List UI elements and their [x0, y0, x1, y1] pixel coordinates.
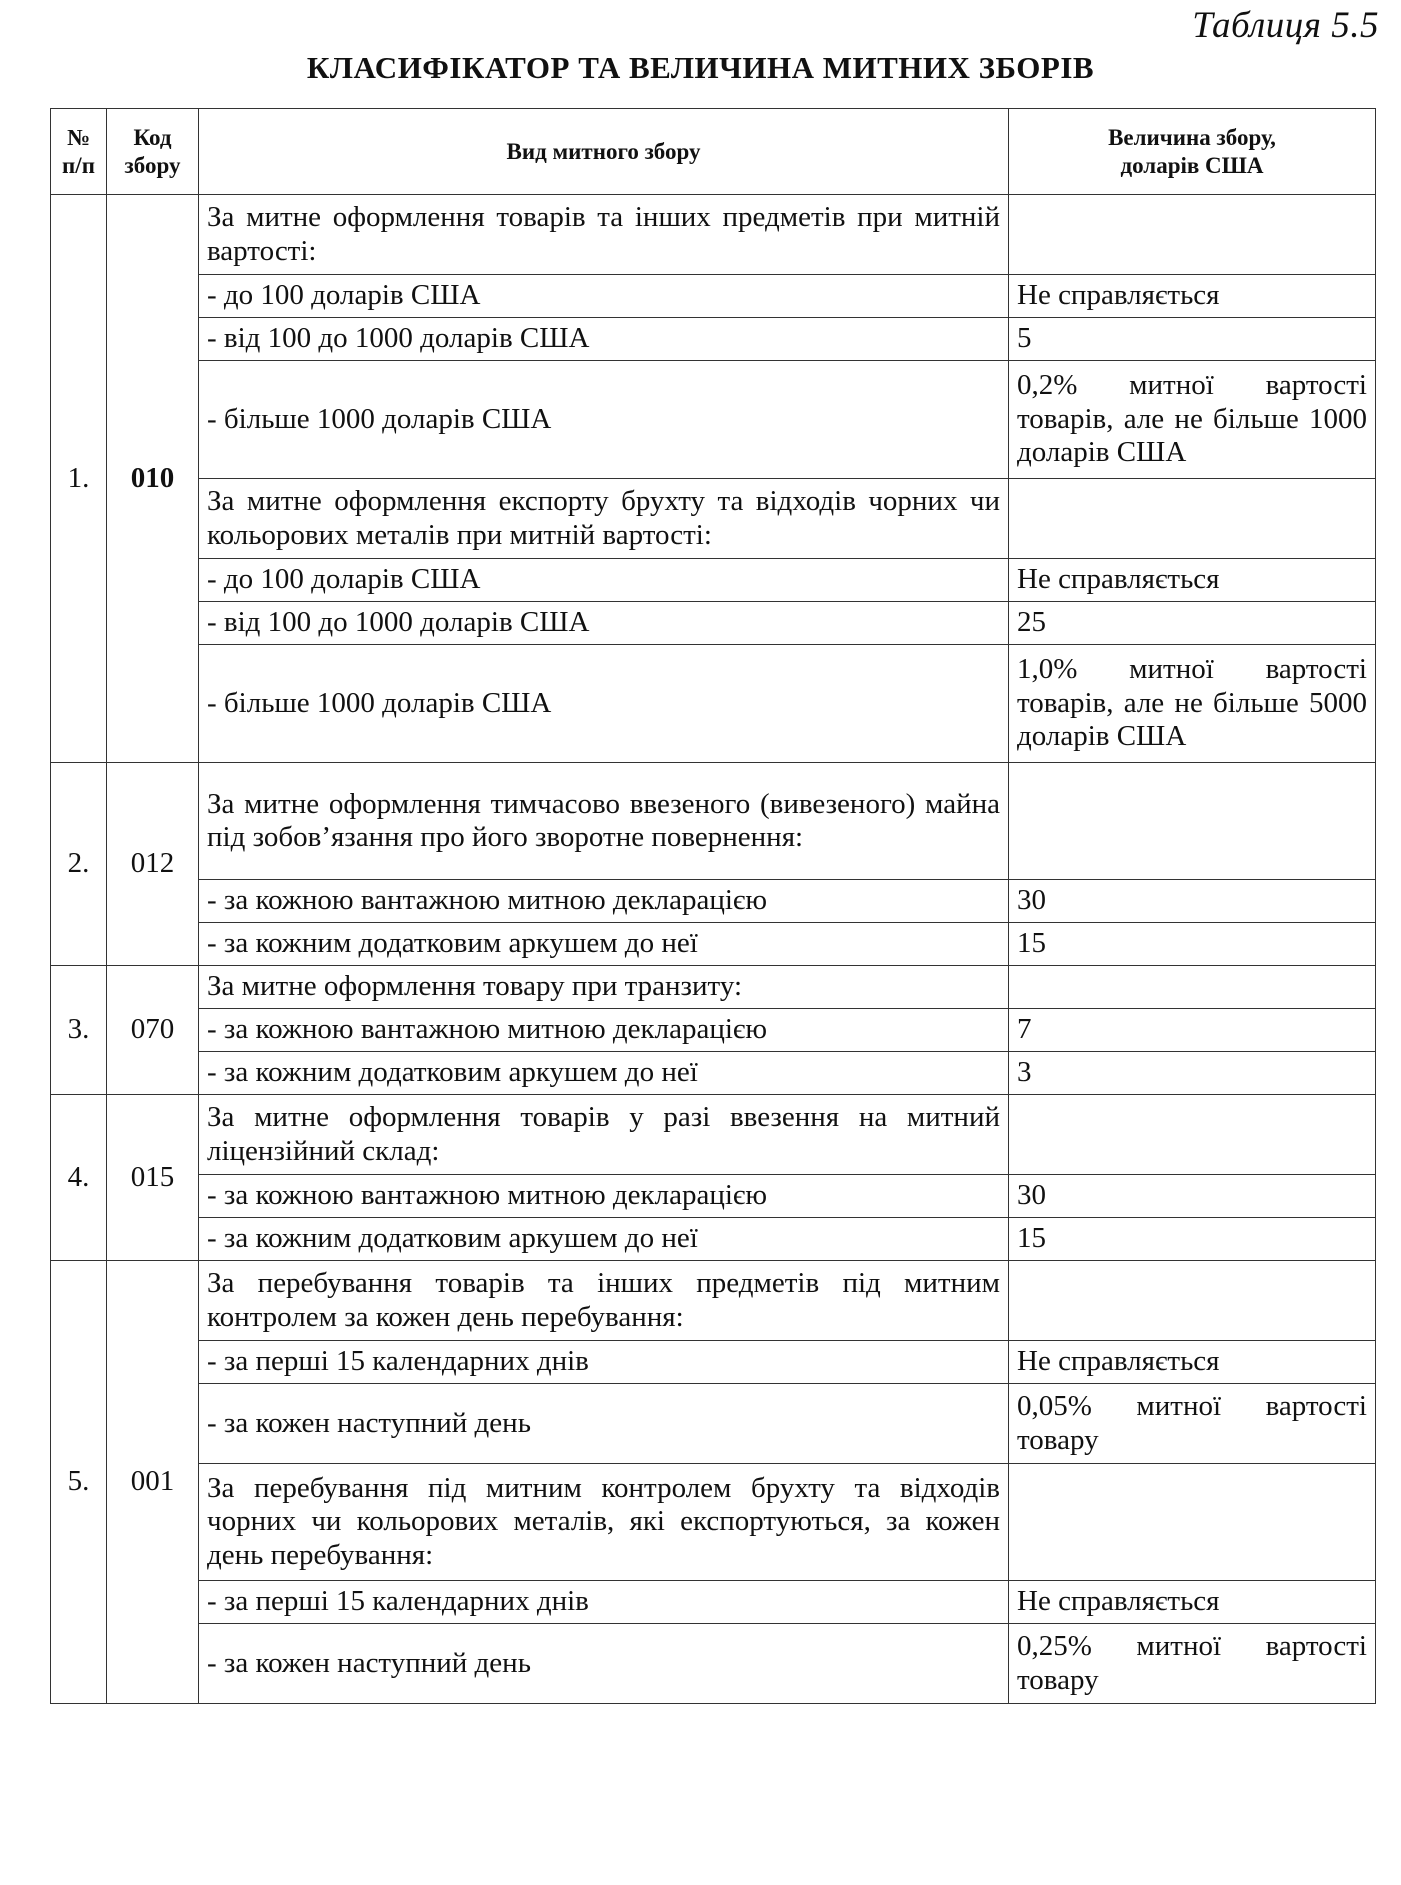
fee-value: 3	[1009, 1052, 1376, 1095]
fee-description: - за перші 15 календарних днів	[199, 1581, 1009, 1624]
fee-description: - за кожним додатковим аркушем до неї	[199, 1218, 1009, 1261]
fee-value	[1009, 966, 1376, 1009]
fee-value: Не справляється	[1009, 1341, 1376, 1384]
fee-code: 001	[107, 1261, 199, 1704]
table-row	[51, 361, 1376, 479]
fee-value	[1009, 1464, 1376, 1581]
fee-description: - більше 1000 доларів США	[199, 361, 1009, 479]
fee-code: 010	[107, 195, 199, 763]
fee-value: 15	[1009, 1218, 1376, 1261]
table-row	[51, 1261, 1376, 1341]
row-number: 1.	[51, 195, 107, 763]
header-code-line2: збору	[124, 152, 181, 178]
table-row	[51, 880, 1376, 923]
fee-value: 5	[1009, 318, 1376, 361]
table-row	[51, 1095, 1376, 1175]
fee-description: За митне оформлення тимчасово ввезеного (вивезеного) майна під зобов’язання про його зворотне повернення:	[199, 763, 1009, 880]
table-row	[51, 1175, 1376, 1218]
fee-description: - за кожен наступний день	[199, 1624, 1009, 1704]
header-value	[1009, 109, 1376, 195]
fee-value: Не справляється	[1009, 1581, 1376, 1624]
fee-description: - від 100 до 1000 доларів США	[199, 602, 1009, 645]
fee-value: 30	[1009, 1175, 1376, 1218]
table-row	[51, 479, 1376, 559]
table-row	[51, 195, 1376, 275]
fee-value: 0,25% митної вартості товару	[1009, 1624, 1376, 1704]
fee-value: 30	[1009, 880, 1376, 923]
fee-value: 15	[1009, 923, 1376, 966]
table-number-label: Таблиця 5.5	[1192, 5, 1379, 46]
table-row	[51, 559, 1376, 602]
fee-description: За митне оформлення товарів та інших предметів при митній вартості:	[199, 195, 1009, 275]
header-code-line1: Код	[133, 124, 172, 150]
table-header-row	[51, 109, 1376, 195]
header-value-line2: доларів США	[1120, 152, 1264, 178]
fee-value	[1009, 1095, 1376, 1175]
table-row	[51, 966, 1376, 1009]
table-row	[51, 1384, 1376, 1464]
fee-value: 0,05% митної вартості товару	[1009, 1384, 1376, 1464]
fee-description: - до 100 доларів США	[199, 275, 1009, 318]
table-row	[51, 1581, 1376, 1624]
fee-description: За митне оформлення товарів у разі ввезення на митний ліцензійний склад:	[199, 1095, 1009, 1175]
table-row	[51, 923, 1376, 966]
fee-description: - від 100 до 1000 доларів США	[199, 318, 1009, 361]
fee-value: Не справляється	[1009, 559, 1376, 602]
fee-value: 25	[1009, 602, 1376, 645]
header-kind: Вид митного збору	[199, 109, 1009, 195]
table-row	[51, 645, 1376, 763]
table-row	[51, 275, 1376, 318]
customs-fees-table	[50, 108, 1376, 1704]
fee-description: За перебування під митним контролем брухту та відходів чорних чи кольорових металів, які експортуються, за кожен день перебування:	[199, 1464, 1009, 1581]
fee-description: - за кожен наступний день	[199, 1384, 1009, 1464]
fee-description: За митне оформлення товару при транзиту:	[199, 966, 1009, 1009]
fee-code: 015	[107, 1095, 199, 1261]
table-row	[51, 763, 1376, 880]
fee-code: 012	[107, 763, 199, 966]
fee-description: За митне оформлення експорту брухту та відходів чорних чи кольорових металів при митній вартості:	[199, 479, 1009, 559]
row-number: 3.	[51, 966, 107, 1095]
fee-description: - за кожною вантажною митною декларацією	[199, 880, 1009, 923]
row-number: 5.	[51, 1261, 107, 1704]
fee-value	[1009, 763, 1376, 880]
fee-description: - за кожним додатковим аркушем до неї	[199, 1052, 1009, 1095]
fee-description: - за перші 15 календарних днів	[199, 1341, 1009, 1384]
row-number: 4.	[51, 1095, 107, 1261]
page-title: КЛАСИФІКАТОР ТА ВЕЛИЧИНА МИТНИХ ЗБОРІВ	[306, 50, 1095, 85]
table-row	[51, 318, 1376, 361]
table-row	[51, 1464, 1376, 1581]
table-row	[51, 1624, 1376, 1704]
header-number-line1: №	[66, 124, 91, 150]
fee-description: За перебування товарів та інших предметів під митним контролем за кожен день перебування:	[199, 1261, 1009, 1341]
table-row	[51, 1052, 1376, 1095]
header-value-line1: Величина збору,	[1108, 124, 1276, 150]
table-row	[51, 1218, 1376, 1261]
fee-value: 0,2% митної вартості товарів, але не більше 1000 доларів США	[1009, 361, 1376, 479]
fee-value: Не справляється	[1009, 275, 1376, 318]
fee-description: - до 100 доларів США	[199, 559, 1009, 602]
fee-value	[1009, 1261, 1376, 1341]
fee-code: 070	[107, 966, 199, 1095]
fee-value	[1009, 479, 1376, 559]
fee-description: - за кожним додатковим аркушем до неї	[199, 923, 1009, 966]
header-code	[107, 109, 199, 195]
header-number-line2: п/п	[62, 152, 95, 178]
fee-value	[1009, 195, 1376, 275]
fee-description: - за кожною вантажною митною декларацією	[199, 1009, 1009, 1052]
row-number: 2.	[51, 763, 107, 966]
table-row	[51, 1341, 1376, 1384]
table-row	[51, 1009, 1376, 1052]
fee-value: 1,0% митної вартості товарів, але не більше 5000 доларів США	[1009, 645, 1376, 763]
fee-value: 7	[1009, 1009, 1376, 1052]
fee-description: - за кожною вантажною митною декларацією	[199, 1175, 1009, 1218]
header-number	[51, 109, 107, 195]
table-row	[51, 602, 1376, 645]
fee-description: - більше 1000 доларів США	[199, 645, 1009, 763]
